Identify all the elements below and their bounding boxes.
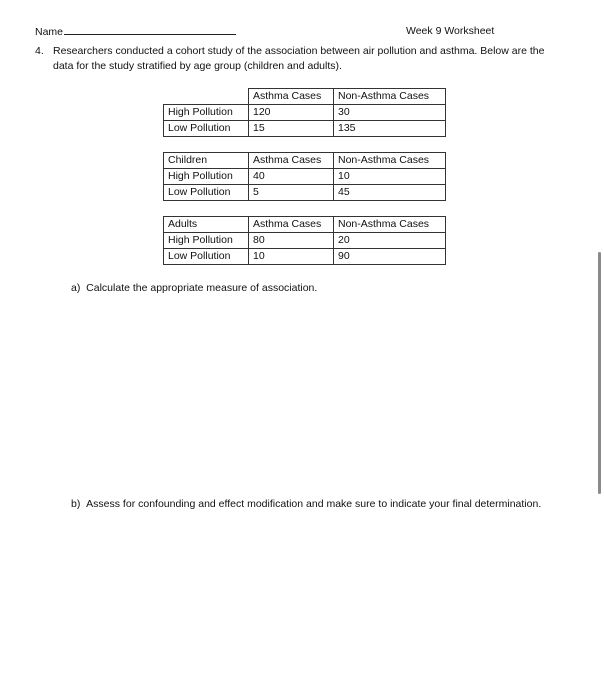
table-row bbox=[164, 121, 446, 137]
table-header-non-asthma: Non-Asthma Cases bbox=[334, 153, 446, 169]
row-label: Low Pollution bbox=[164, 185, 249, 201]
table-row bbox=[164, 249, 446, 265]
cell-asthma: 120 bbox=[249, 105, 334, 121]
table-header-stratum: Children bbox=[164, 153, 249, 169]
table-header-row bbox=[164, 153, 446, 169]
row-label: Low Pollution bbox=[164, 249, 249, 265]
question-line-2: data for the study stratified by age group (children and adults). bbox=[53, 60, 342, 72]
table-header-asthma: Asthma Cases bbox=[249, 153, 334, 169]
cell-non-asthma: 45 bbox=[334, 185, 446, 201]
crude-table bbox=[163, 88, 446, 137]
question-number: 4. bbox=[35, 45, 44, 57]
children-table bbox=[163, 152, 446, 201]
part-a-prompt: a) Calculate the appropriate measure of association. bbox=[71, 282, 318, 294]
cell-asthma: 5 bbox=[249, 185, 334, 201]
table-header-non-asthma: Non-Asthma Cases bbox=[334, 217, 446, 233]
cell-asthma: 40 bbox=[249, 169, 334, 185]
question-text bbox=[53, 44, 544, 74]
table-header-stratum: Adults bbox=[164, 217, 249, 233]
cell-asthma: 10 bbox=[249, 249, 334, 265]
table-row bbox=[164, 105, 446, 121]
table-row bbox=[164, 169, 446, 185]
cell-non-asthma: 10 bbox=[334, 169, 446, 185]
adults-table bbox=[163, 216, 446, 265]
row-label: Low Pollution bbox=[164, 121, 249, 137]
table-header-non-asthma: Non-Asthma Cases bbox=[334, 89, 446, 105]
row-label: High Pollution bbox=[164, 169, 249, 185]
row-label: High Pollution bbox=[164, 105, 249, 121]
table-row bbox=[164, 185, 446, 201]
table-header-asthma: Asthma Cases bbox=[249, 89, 334, 105]
row-label: High Pollution bbox=[164, 233, 249, 249]
table-header-blank bbox=[164, 89, 249, 105]
vertical-scrollbar[interactable] bbox=[598, 252, 601, 494]
table-header-asthma: Asthma Cases bbox=[249, 217, 334, 233]
name-label: Name bbox=[35, 26, 64, 38]
cell-non-asthma: 90 bbox=[334, 249, 446, 265]
cell-non-asthma: 30 bbox=[334, 105, 446, 121]
name-field bbox=[35, 25, 236, 38]
question-line-1: Researchers conducted a cohort study of the association between air pollution and asthma. Below are the bbox=[53, 45, 545, 57]
cell-asthma: 80 bbox=[249, 233, 334, 249]
table-header-row bbox=[164, 217, 446, 233]
cell-non-asthma: 20 bbox=[334, 233, 446, 249]
table-row bbox=[164, 233, 446, 249]
name-blank-line bbox=[64, 25, 236, 35]
worksheet-title: Week 9 Worksheet bbox=[406, 25, 495, 37]
cell-non-asthma: 135 bbox=[334, 121, 446, 137]
table-header-row bbox=[164, 89, 446, 105]
cell-asthma: 15 bbox=[249, 121, 334, 137]
part-b-prompt: b) Assess for confounding and effect modification and make sure to indicate your final determination. bbox=[71, 498, 542, 510]
